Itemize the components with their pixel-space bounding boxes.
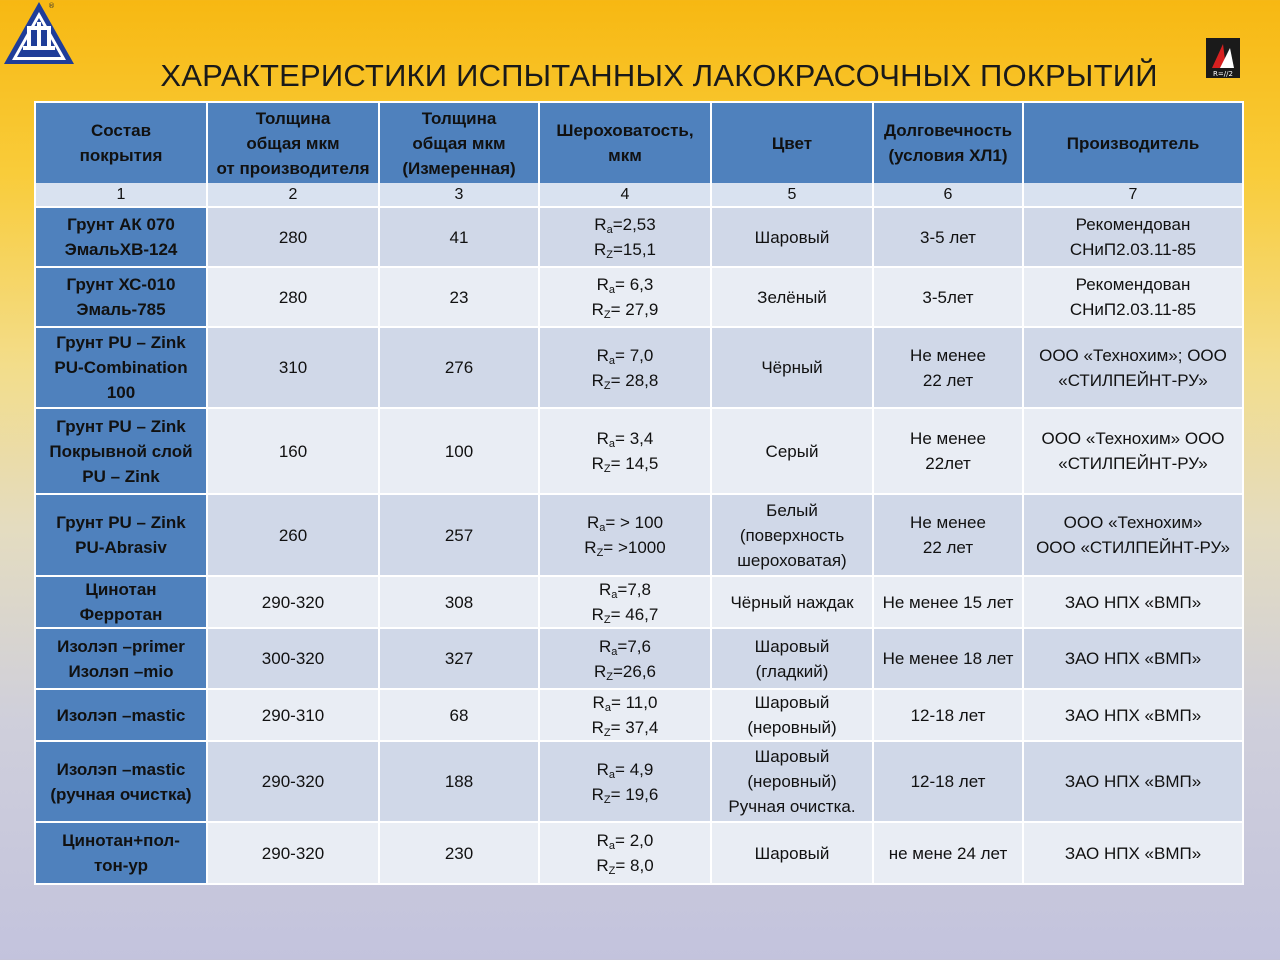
column-header-line: Состав <box>90 121 152 140</box>
thickness-manufacturer: 300-320 <box>208 629 380 690</box>
manufacturer-line: СНиП2.03.11-85 <box>1069 240 1197 259</box>
column-number: 5 <box>712 183 874 208</box>
color-line: шероховатая) <box>737 550 847 570</box>
coating-name-line: 100 <box>106 383 136 402</box>
table-row <box>36 409 1242 495</box>
roughness <box>540 742 712 823</box>
column-number: 3 <box>380 183 540 208</box>
column-header-line: (Измеренная) <box>402 158 516 178</box>
roughness-rz: $R_Z=15,1$ <box>593 240 657 261</box>
manufacturer-line: ЗАО НПХ «ВМП» <box>1064 772 1202 791</box>
roughness-ra: $R_a= > 100$ <box>586 513 664 534</box>
color-line: Шаровый <box>754 693 830 712</box>
column-number: 7 <box>1024 183 1242 208</box>
coating-name-line: Цинотан <box>85 580 157 599</box>
durability-line: Не менее <box>910 513 986 532</box>
color-line: (гладкий) <box>755 661 829 681</box>
partner-logo-text: R=//2 <box>1213 70 1233 78</box>
thickness-manufacturer: 280 <box>208 208 380 268</box>
thickness-measured: 68 <box>380 690 540 742</box>
thickness-manufacturer: 290-320 <box>208 577 380 629</box>
table-row <box>36 690 1242 742</box>
coating-composition <box>36 268 208 328</box>
color-line: (неровный) <box>747 718 837 737</box>
coating-name-line: Ферротан <box>79 605 163 624</box>
coating-composition <box>36 690 208 742</box>
table-row <box>36 328 1242 409</box>
coating-name-line: Грунт PU – Zink <box>56 416 186 436</box>
coating-color <box>712 742 874 823</box>
manufacturer-line: «СТИЛПЕЙНТ-РУ» <box>1058 454 1208 473</box>
durability-line: Не менее <box>910 345 986 365</box>
coating-composition <box>36 208 208 268</box>
coating-name-line: Изолэп –mio <box>68 661 174 681</box>
coating-name-line: Изолэп –mastic <box>56 759 186 779</box>
manufacturer-line: ЗАО НПХ «ВМП» <box>1064 843 1202 863</box>
column-header-line: Производитель <box>1066 133 1200 153</box>
coating-color <box>712 268 874 328</box>
roughness-rz: $R_Z= 37,4$ <box>591 718 659 739</box>
roughness <box>540 495 712 577</box>
coating-name-line: Грунт АК 070 <box>67 215 175 234</box>
coating-composition <box>36 629 208 690</box>
manufacturer <box>1024 823 1242 883</box>
roughness <box>540 629 712 690</box>
coating-name-line: Грунт PU – Zink <box>56 513 186 532</box>
manufacturer-line: ООО «Технохим»; ООО <box>1039 345 1227 365</box>
color-line: Шаровый <box>754 843 830 863</box>
roughness <box>540 690 712 742</box>
roughness <box>540 577 712 629</box>
roughness-rz: $R_Z= 19,6$ <box>591 784 659 806</box>
roughness <box>540 268 712 328</box>
coating-color <box>712 208 874 268</box>
coating-name-line: PU-Combination <box>54 358 188 377</box>
durability-line: 3-5лет <box>922 287 974 307</box>
manufacturer-line: Рекомендован <box>1075 275 1191 294</box>
thickness-manufacturer: 310 <box>208 328 380 409</box>
roughness-ra: $R_a= 7,0$ <box>596 345 654 367</box>
column-number: 1 <box>36 183 208 208</box>
column-header-line: Шероховатость, <box>556 121 694 140</box>
roughness-ra: $R_a=7,8$ <box>599 580 651 601</box>
column-header-line: покрытия <box>79 146 163 165</box>
roughness-ra: $R_a=2,53$ <box>594 215 656 236</box>
durability-line: 12-18 лет <box>910 772 986 791</box>
coating-name-line: Грунт PU – Zink <box>56 333 186 352</box>
table-row <box>36 268 1242 328</box>
column-header-line: Цвет <box>771 133 813 153</box>
coating-color <box>712 577 874 629</box>
durability-line: 22 лет <box>922 370 974 390</box>
thickness-manufacturer: 280 <box>208 268 380 328</box>
roughness <box>540 208 712 268</box>
roughness-rz: $R_Z= 28,8$ <box>591 370 659 392</box>
coating-name-line: (ручная очистка) <box>50 784 192 804</box>
manufacturer <box>1024 328 1242 409</box>
thickness-measured: 41 <box>380 208 540 268</box>
column-number: 4 <box>540 183 712 208</box>
coating-composition <box>36 495 208 577</box>
manufacturer <box>1024 268 1242 328</box>
column-header-line: Толщина <box>255 108 331 128</box>
color-line: (поверхность <box>739 525 845 545</box>
column-header-line: мкм <box>608 146 642 165</box>
color-line: Ручная очистка. <box>728 797 856 816</box>
coating-name-line: ЭмальХВ-124 <box>64 240 178 259</box>
roughness-ra: $R_a=7,6$ <box>599 636 651 658</box>
coating-composition <box>36 823 208 883</box>
color-line: Чёрный <box>761 358 823 377</box>
column-header-5 <box>712 103 874 183</box>
manufacturer <box>1024 495 1242 577</box>
coating-composition <box>36 742 208 823</box>
thickness-manufacturer: 290-310 <box>208 690 380 742</box>
manufacturer-line: «СТИЛПЕЙНТ-РУ» <box>1058 370 1208 390</box>
column-header-line: от производителя <box>216 158 370 178</box>
roughness-rz: $R_Z=26,6$ <box>593 661 657 683</box>
thickness-manufacturer: 160 <box>208 409 380 495</box>
thickness-manufacturer: 290-320 <box>208 742 380 823</box>
thickness-manufacturer: 260 <box>208 495 380 577</box>
roughness <box>540 409 712 495</box>
coatings-table <box>34 101 1244 885</box>
coating-name-line: PU – Zink <box>82 466 160 486</box>
column-header-line: общая мкм <box>246 133 340 153</box>
manufacturer <box>1024 629 1242 690</box>
manufacturer <box>1024 208 1242 268</box>
column-header-line: Долговечность <box>883 121 1013 140</box>
roughness-rz: $R_Z= >1000$ <box>584 538 666 559</box>
durability-line: Не менее 15 лет <box>882 592 1014 612</box>
manufacturer-line: ООО «Технохим» <box>1063 513 1203 532</box>
roughness-rz: $R_Z= 27,9$ <box>591 300 659 321</box>
roughness <box>540 328 712 409</box>
column-header-line: общая мкм <box>412 133 506 153</box>
svg-text:®: ® <box>48 2 55 10</box>
manufacturer-line: ЗАО НПХ «ВМП» <box>1064 592 1202 612</box>
header-row <box>36 103 1242 183</box>
coating-name-line: Грунт ХС-010 <box>66 275 176 294</box>
coating-name-line: Изолэп –mastic <box>56 705 186 725</box>
table-row <box>36 495 1242 577</box>
durability <box>874 208 1024 268</box>
coating-name-line: Эмаль-785 <box>76 300 166 319</box>
coating-composition <box>36 577 208 629</box>
durability <box>874 495 1024 577</box>
durability-line: Не менее 18 лет <box>882 649 1014 668</box>
roughness-ra: $R_a= 3,4$ <box>596 429 654 450</box>
durability <box>874 742 1024 823</box>
column-header-line: (условия ХЛ1) <box>888 146 1008 165</box>
table-row <box>36 577 1242 629</box>
table-body <box>36 183 1242 883</box>
thickness-measured: 276 <box>380 328 540 409</box>
color-line: Чёрный наждак <box>730 592 854 612</box>
color-line: Шаровый <box>754 636 830 656</box>
table-row <box>36 208 1242 268</box>
durability-line: 22 лет <box>922 538 974 557</box>
column-number: 2 <box>208 183 380 208</box>
column-header-6 <box>874 103 1024 183</box>
coating-color <box>712 690 874 742</box>
color-line: Белый <box>766 500 818 520</box>
durability-line: 3-5 лет <box>920 227 976 247</box>
manufacturer <box>1024 690 1242 742</box>
coating-composition <box>36 409 208 495</box>
roughness-ra: $R_a= 2,0$ <box>596 831 654 852</box>
color-line: Зелёный <box>757 287 827 307</box>
durability-line: 22лет <box>925 454 971 473</box>
roughness-ra: $R_a= 4,9$ <box>596 759 654 781</box>
thickness-measured: 230 <box>380 823 540 883</box>
color-line: (неровный) <box>747 772 837 791</box>
roughness-ra: $R_a= 6,3$ <box>596 275 654 296</box>
durability <box>874 328 1024 409</box>
durability <box>874 629 1024 690</box>
durability <box>874 823 1024 883</box>
page-title: ХАРАКТЕРИСТИКИ ИСПЫТАННЫХ ЛАКОКРАСОЧНЫХ ПОКРЫТИЙ <box>160 58 1158 93</box>
coating-color <box>712 629 874 690</box>
manufacturer-line: ООО «Технохим» ООО <box>1041 429 1225 448</box>
column-header-1 <box>36 103 208 183</box>
manufacturer-line: ООО «СТИЛПЕЙНТ-РУ» <box>1036 538 1230 557</box>
coating-name-line: Изолэп –primer <box>57 636 185 656</box>
durability <box>874 268 1024 328</box>
table-row <box>36 823 1242 883</box>
coating-name-line: Цинотан+пол- <box>62 831 180 850</box>
coating-color <box>712 495 874 577</box>
coating-name-line: PU-Abrasiv <box>75 538 167 557</box>
table-row <box>36 629 1242 690</box>
durability-line: Не менее <box>910 429 986 448</box>
durability-line: 12-18 лет <box>910 705 986 725</box>
column-header-line: Толщина <box>421 108 497 128</box>
manufacturer <box>1024 577 1242 629</box>
coating-color <box>712 823 874 883</box>
coating-color <box>712 409 874 495</box>
thickness-measured: 308 <box>380 577 540 629</box>
roughness-ra: $R_a= 11,0$ <box>592 693 658 714</box>
column-header-3 <box>380 103 540 183</box>
thickness-manufacturer: 290-320 <box>208 823 380 883</box>
thickness-measured: 100 <box>380 409 540 495</box>
manufacturer <box>1024 742 1242 823</box>
table-row <box>36 742 1242 823</box>
durability-line: не мене 24 лет <box>888 843 1008 863</box>
roughness-rz: $R_Z= 46,7$ <box>591 605 659 626</box>
thickness-measured: 257 <box>380 495 540 577</box>
manufacturer-line: Рекомендован <box>1075 215 1191 234</box>
column-number-row <box>36 183 1242 208</box>
manufacturer-line: СНиП2.03.11-85 <box>1069 300 1197 319</box>
coating-color <box>712 328 874 409</box>
column-header-4 <box>540 103 712 183</box>
thickness-measured: 188 <box>380 742 540 823</box>
manufacturer-line: ЗАО НПХ «ВМП» <box>1064 649 1202 668</box>
manufacturer <box>1024 409 1242 495</box>
roughness-rz: $R_Z= 14,5$ <box>591 454 659 475</box>
thickness-measured: 327 <box>380 629 540 690</box>
coating-name-line: тон-ур <box>93 856 149 875</box>
column-header-7 <box>1024 103 1242 183</box>
roughness-rz: $R_Z= 8,0$ <box>596 856 654 877</box>
color-line: Серый <box>765 441 819 461</box>
color-line: Шаровый <box>754 227 830 247</box>
color-line: Шаровый <box>754 747 830 766</box>
thickness-measured: 23 <box>380 268 540 328</box>
manufacturer-line: ЗАО НПХ «ВМП» <box>1064 705 1202 725</box>
coating-composition <box>36 328 208 409</box>
column-header-2 <box>208 103 380 183</box>
durability <box>874 409 1024 495</box>
durability <box>874 690 1024 742</box>
roughness <box>540 823 712 883</box>
durability <box>874 577 1024 629</box>
coating-name-line: Покрывной слой <box>49 441 193 461</box>
column-number: 6 <box>874 183 1024 208</box>
